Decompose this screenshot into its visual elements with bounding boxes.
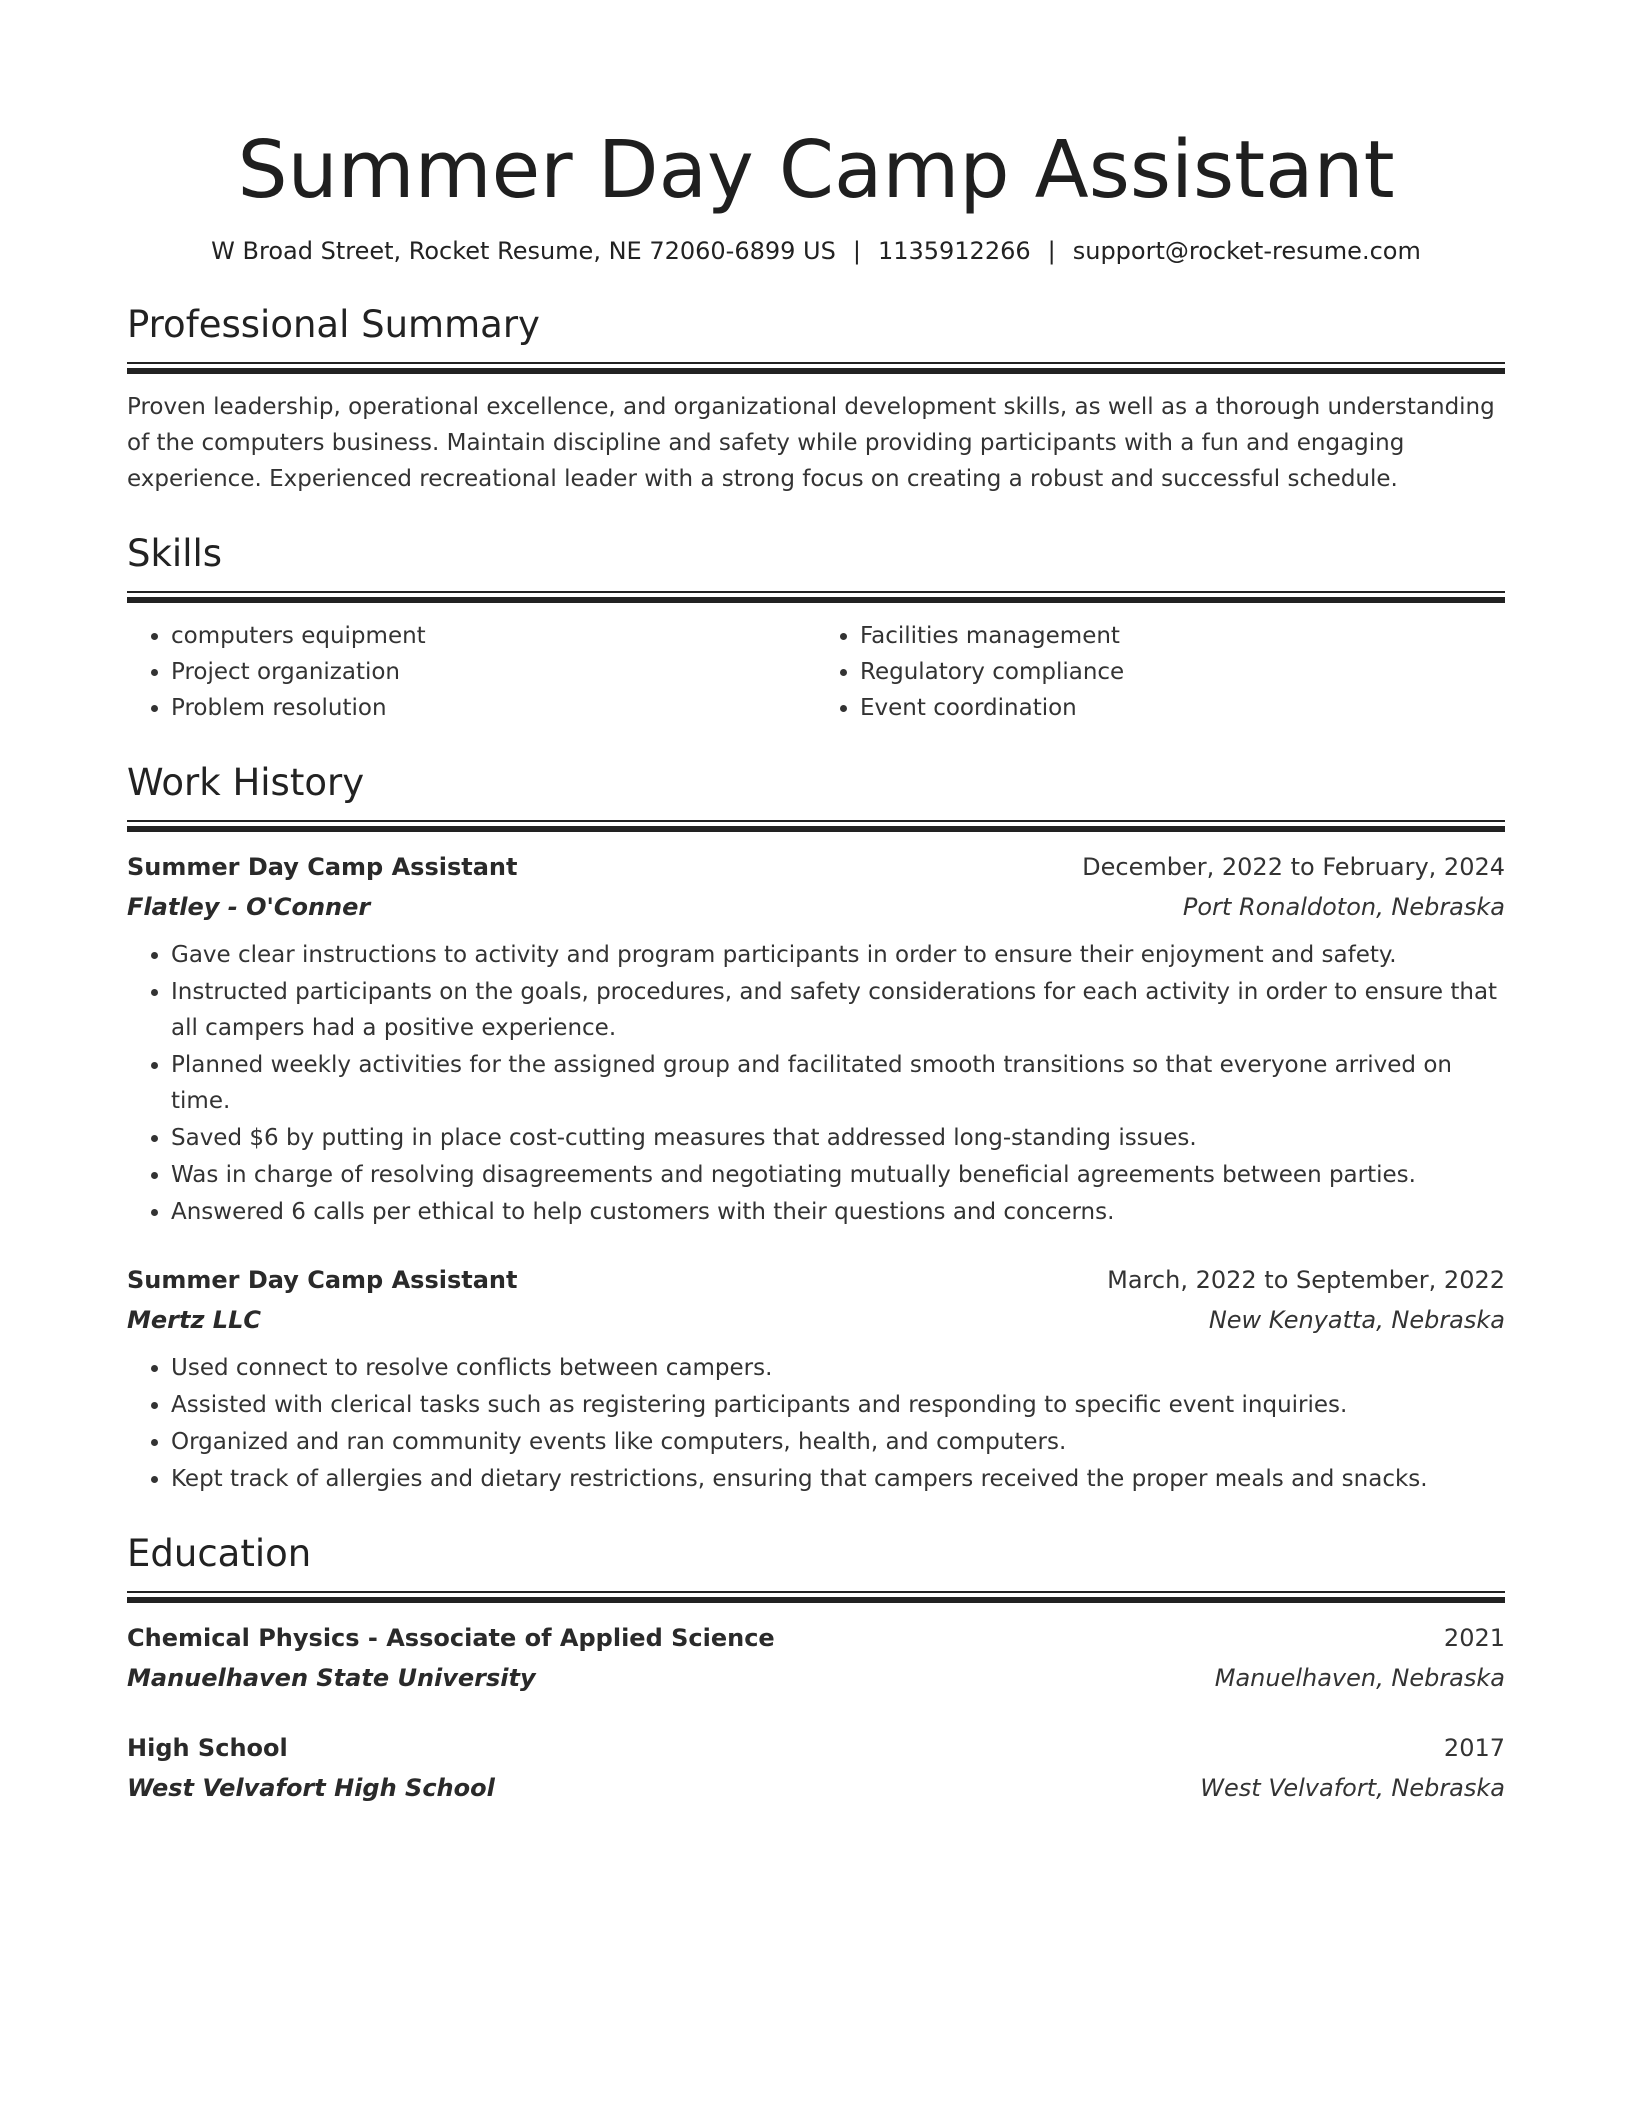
job-dates: March, 2022 to September, 2022	[1107, 1266, 1505, 1294]
skill-item: • Problem resolution	[171, 690, 816, 726]
summary-text: Proven leadership, operational excellence, and organizational development skills, as well as a thorough understanding of the computers business. Maintain discipline and safety while providing participants with a fun and engaging experience. Experienced recreational leader with a strong focus on creating a robust and successful schedule.	[127, 394, 1495, 492]
job-location: New Kenyatta, Nebraska	[1208, 1306, 1505, 1334]
skill-item: • Event coordination	[860, 690, 1505, 726]
skill-item: • Regulatory compliance	[860, 654, 1505, 690]
section-divider	[127, 591, 1505, 602]
job-header-row	[127, 1260, 1505, 1300]
education-location: West Velvafort, Nebraska	[1200, 1774, 1505, 1802]
job-company-row	[127, 1300, 1505, 1340]
education-entry	[127, 1728, 1505, 1808]
job-bullet: • Instructed participants on the goals, procedures, and safety considerations for each activity in order to ensure that all campers had a positive experience.	[171, 974, 1505, 1046]
education-year: 2017	[1443, 1734, 1505, 1762]
job-company-row	[127, 887, 1505, 927]
work-history-section	[127, 760, 1505, 1497]
education-school-row	[127, 1768, 1505, 1808]
education-school: Manuelhaven State University	[127, 1664, 536, 1692]
job-bullet: • Organized and ran community events like computers, health, and computers.	[171, 1424, 1505, 1460]
job-company: Mertz LLC	[127, 1306, 261, 1334]
job-bullet: • Saved $6 by putting in place cost-cutting measures that addressed long-standing issues.	[171, 1120, 1505, 1156]
education-section	[127, 1531, 1505, 1808]
job-bullet: • Used connect to resolve conflicts between campers.	[171, 1350, 1505, 1386]
contact-line	[127, 234, 1505, 268]
contact-email: support@rocket-resume.com	[1072, 237, 1421, 265]
job-bullet: • Answered 6 calls per ethical to help customers with their questions and concerns.	[171, 1194, 1505, 1230]
education-location: Manuelhaven, Nebraska	[1214, 1664, 1505, 1692]
job-bullet: • Kept track of allergies and dietary restrictions, ensuring that campers received the proper meals and snacks.	[171, 1461, 1505, 1497]
job-bullet: • Gave clear instructions to activity and program participants in order to ensure their enjoyment and safety.	[171, 937, 1505, 973]
contact-phone: 1135912266	[877, 237, 1031, 265]
job-company: Flatley - O'Conner	[127, 893, 371, 921]
education-year: 2021	[1443, 1624, 1505, 1652]
contact-address: W Broad Street, Rocket Resume, NE 72060-6899 US	[211, 237, 836, 265]
skills-left-column	[127, 618, 816, 726]
section-divider	[127, 820, 1505, 831]
job-bullets	[127, 1350, 1505, 1497]
job-title: Summer Day Camp Assistant	[127, 1266, 518, 1294]
section-divider	[127, 362, 1505, 373]
skills-section	[127, 531, 1505, 726]
section-divider	[127, 1591, 1505, 1602]
job-title: Summer Day Camp Assistant	[127, 853, 518, 881]
education-school-row	[127, 1658, 1505, 1698]
skills-right-column	[816, 618, 1505, 726]
job-bullets	[127, 937, 1505, 1230]
contact-separator: |	[1047, 237, 1056, 265]
job-entry	[127, 1260, 1505, 1497]
skill-item: • Project organization	[171, 654, 816, 690]
education-entry	[127, 1618, 1505, 1698]
education-degree: High School	[127, 1734, 288, 1762]
education-school: West Velvafort High School	[127, 1774, 495, 1802]
job-header-row	[127, 847, 1505, 887]
section-title-education: Education	[127, 1532, 312, 1575]
contact-separator: |	[852, 237, 861, 265]
job-bullet: • Was in charge of resolving disagreements and negotiating mutually beneficial agreements between parties.	[171, 1157, 1505, 1193]
section-title-summary: Professional Summary	[127, 303, 540, 346]
job-location: Port Ronaldoton, Nebraska	[1182, 893, 1505, 921]
summary-section	[127, 302, 1505, 497]
job-dates: December, 2022 to February, 2024	[1082, 853, 1505, 881]
education-degree: Chemical Physics - Associate of Applied Science	[127, 1624, 775, 1652]
job-bullet: • Assisted with clerical tasks such as registering participants and responding to specific event inquiries.	[171, 1387, 1505, 1423]
education-header-row	[127, 1618, 1505, 1658]
skill-item: • Facilities management	[860, 618, 1505, 654]
job-entry	[127, 847, 1505, 1230]
skills-columns	[127, 618, 1505, 726]
job-bullet: • Planned weekly activities for the assigned group and facilitated smooth transitions so that everyone arrived on time.	[171, 1047, 1505, 1119]
resume-name: Summer Day Camp Assistant	[237, 124, 1395, 216]
section-title-skills: Skills	[127, 532, 223, 575]
section-title-work-history: Work History	[127, 761, 365, 804]
education-header-row	[127, 1728, 1505, 1768]
skill-item: • computers equipment	[171, 618, 816, 654]
